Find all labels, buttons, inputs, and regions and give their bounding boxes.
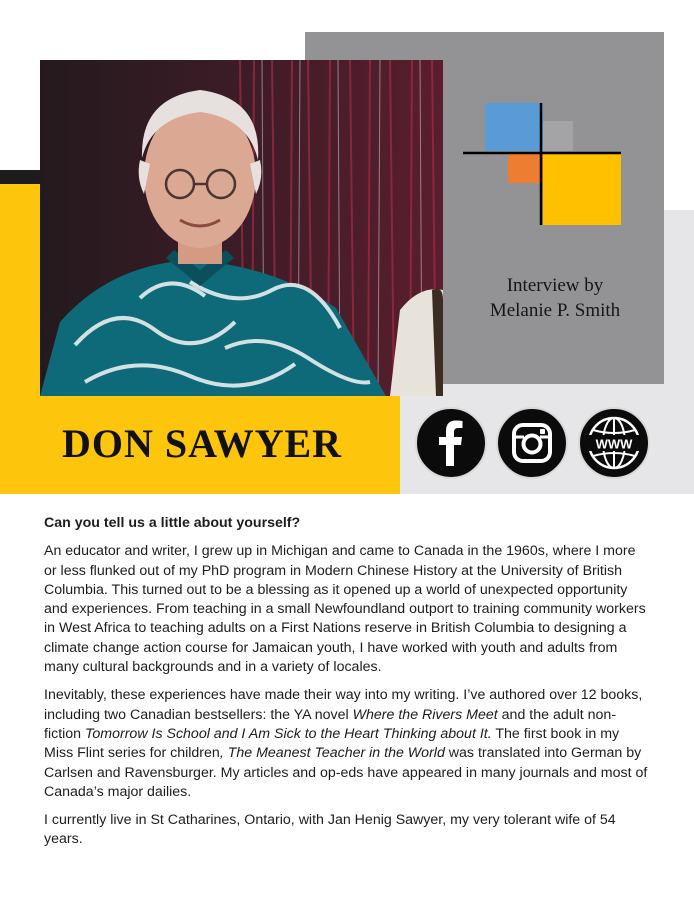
facebook-icon [414,406,488,480]
instagram-link[interactable] [495,406,569,480]
interviewer-name: Melanie P. Smith [489,300,621,321]
book-title-where-the-rivers-meet: Where the Rivers Meet [352,706,498,723]
p2-text-d: was translated into German by Carlsen and Ravensburger. My articles and op-eds have appeared in many journals and most of Canada’s major dailies. [44,745,648,800]
interview-credit-line1: Interview by [506,275,604,296]
author-photo [40,60,443,396]
answer-paragraph-1: An educator and writer, I grew up in Michigan and came to Canada in the 1960s, where I more or less flunked out of my PhD program in Modern Chinese History at the University of British Columbia. This turned out to be a blessing as it opened up a world of unexpected opportunity and experiences. From teaching in a small Newfoundland outport to training community workers in West Africa to teaching adults on a First Nations reserve in British Columbia to designing a climate change action course for Jamaican youth, I have worked with youth and adults from many cultural backgrounds and in a variety of locales. [44,543,646,676]
interview-article [44,514,650,859]
p2-text-b: and the adult non-fiction [44,706,617,742]
book-title-tomorrow-is-school: Tomorrow Is School and I Am Sick to the Heart Thinking about It. [85,725,492,742]
p2-text-c: The first book in my Miss Flint series for children [44,725,620,762]
author-name-title: DON SAWYER [62,421,343,466]
p2-text-a: Inevitably, these experiences have made their way into my writing. I’ve authored over 12 books, including two Canadian bestsellers: the YA novel [44,687,643,723]
book-title-meanest-teacher: , The Meanest Teacher in the World [219,745,445,762]
decorative-color-block-logo [463,103,623,225]
answer-paragraph-2 [44,686,650,802]
instagram-icon [495,406,569,480]
website-link[interactable] [577,406,651,480]
website-icon-label: WWW [595,436,633,452]
facebook-link[interactable] [414,406,488,480]
interview-credit [470,273,640,323]
website-globe-icon [577,406,651,480]
answer-paragraph-3: I currently live in St Catharines, Ontario, with Jan Henig Sawyer, my very tolerant wife of 54 years. [44,812,616,848]
interview-question: Can you tell us a little about yourself? [44,515,301,531]
